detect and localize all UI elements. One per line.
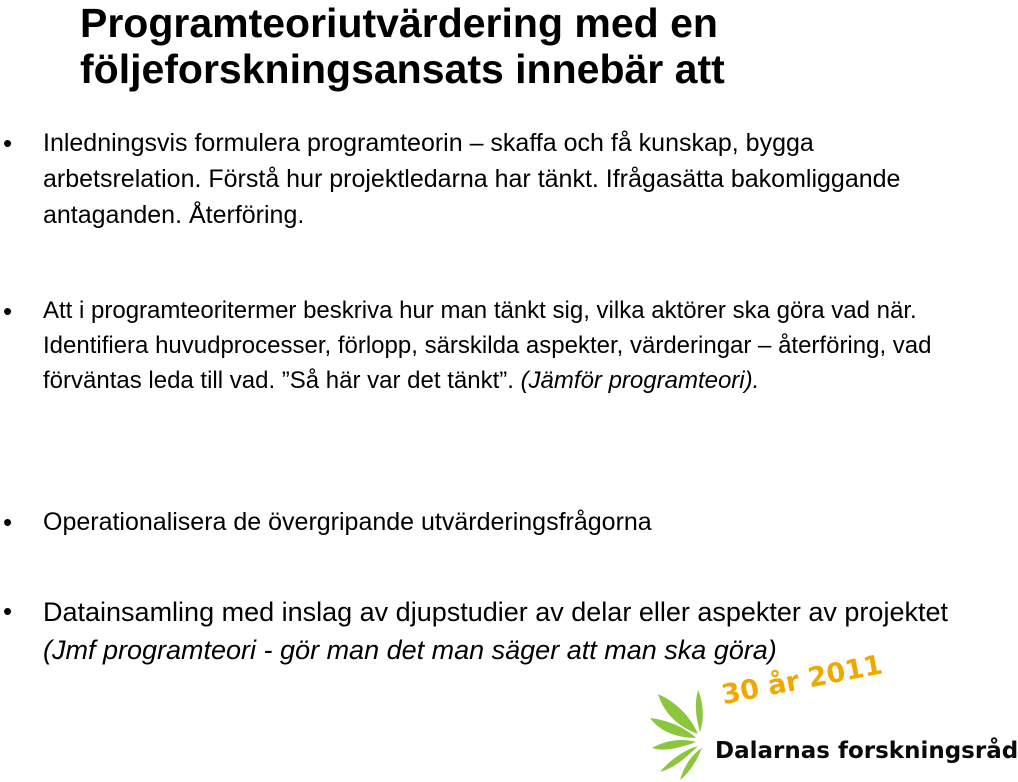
bullet-text-4-italic: (Jmf programteori - gör man det man säger att man ska göra): [43, 635, 777, 665]
bullet-text-2-main: Att i programteoritermer beskriva hur man tänkt sig, vilka aktörer ska göra vad när. Identifiera huvudprocesser, förlopp, särskilda aspekter, värderingar – återföring, vad förväntas leda till vad. ”Så här var det tänkt”.: [43, 297, 932, 394]
bullet-dot: •: [3, 296, 13, 326]
bullet-text-4-main: Datainsamling med inslag av djupstudier av delar eller aspekter av projektet: [43, 597, 948, 627]
bullet-text-2: [43, 293, 955, 398]
bullet-dot: •: [3, 507, 13, 537]
title-line-2: följeforskningsansats innebär att: [80, 46, 725, 92]
bullet-text-2-italic: (Jämför programteori).: [520, 367, 760, 394]
bullet-dot: •: [3, 596, 13, 626]
bullet-text-3: Operationalisera de övergripande utvärderingsfrågorna: [43, 508, 652, 536]
bullet-text-1: Inledningsvis formulera programteorin – skaffa och få kunskap, bygga arbetsrelation. Förstå hur projektledarna har tänkt. Ifrågasätta bakomliggande antaganden. Återföring.: [43, 129, 901, 229]
title-line-1: Programteoriutvärdering med en: [80, 0, 718, 46]
organization-name: Dalarnas forskningsråd: [715, 738, 1018, 764]
bullet-dot: •: [3, 128, 13, 158]
dalarnas-forskningsrad-logo: [650, 649, 1018, 780]
green-leaf-icon: [650, 688, 730, 780]
anniversary-text: 30 år 2011: [719, 649, 886, 711]
slide-title: [80, 0, 950, 92]
bullet-text-4: [43, 593, 955, 669]
